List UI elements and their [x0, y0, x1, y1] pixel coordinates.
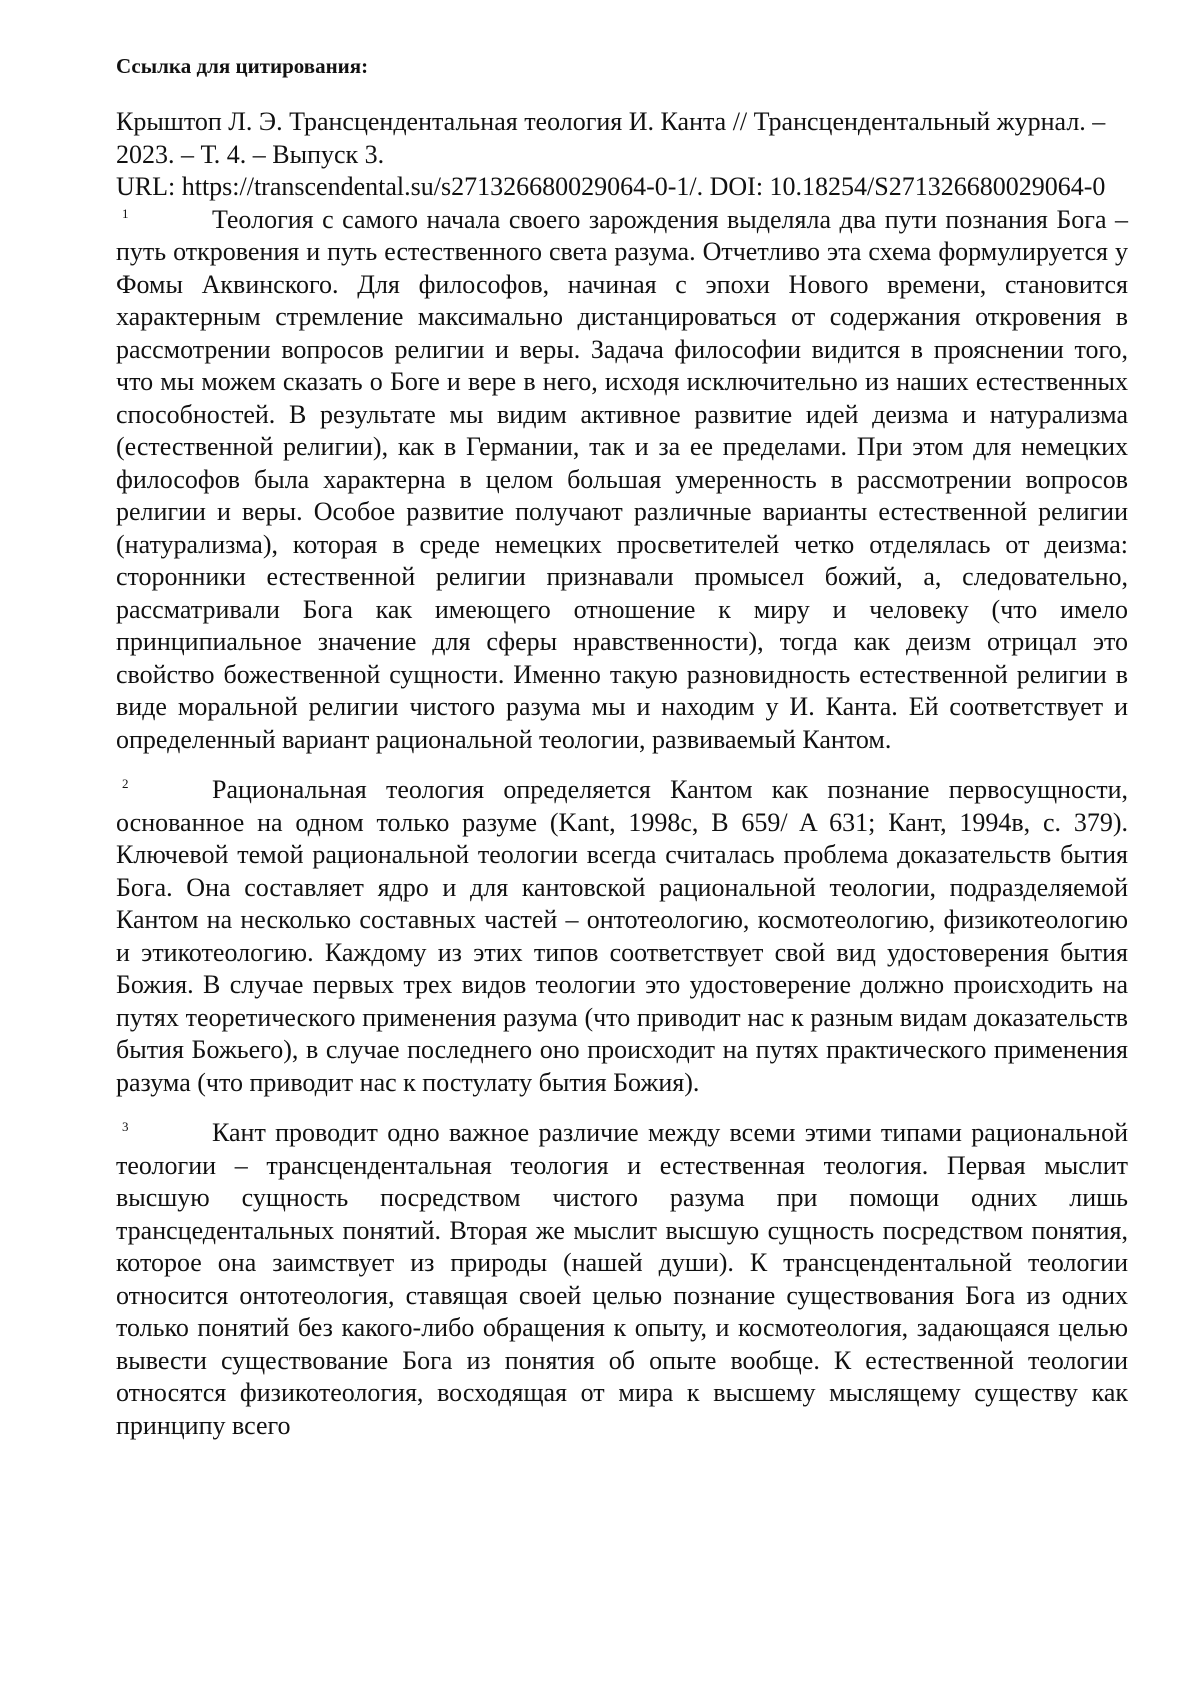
citation-source: Крыштоп Л. Э. Трансцендентальная теология И. Канта // Трансцендентальный журнал. – 2023. – Т. 4. – Выпуск 3. [116, 107, 1106, 169]
citation-reference [116, 106, 1128, 204]
paragraph-text: Теология с самого начала своего зарождения выделяла два пути познания Бога – путь откровения и путь естественного света разума. Отчетливо эта схема формулируется у Фомы Аквинского. Для философов, начиная с эпохи Нового времени, становится характерным стремление максимально дистанцироваться от содержания откровения в рассмотрении вопросов религии и веры. Задача философии видится в прояснении того, что мы можем сказать о Боге и вере в него, исходя исключительно из наших естественных способностей. В результате мы видим активное развитие идей деизма и натурализма (естественной религии), как в Германии, так и за ее пределами. При этом для немецких философов была характерна в целом большая умеренность в рассмотрении вопросов религии и веры. Особое развитие получают различные варианты естественной религии (натурализма), которая в среде немецких просветителей четко отделялась от деизма: сторонники естественной религии признавали промысел божий, а, следовательно, рассматривали Бога как имеющего отношение к миру и человеку (что имело принципиальное значение для сферы нравственности), тогда как деизм отрицал это свойство божественной сущности. Именно такую разновидность естественной религии в виде моральной религии чистого разума мы и находим у И. Канта. Ей соответствует и определенный вариант рациональной теологии, развиваемый Кантом. [116, 204, 1128, 754]
paragraph-number: 1 [122, 205, 129, 221]
paragraph-3 [116, 1117, 1128, 1442]
document-page [116, 52, 1128, 1442]
paragraph-number: 2 [122, 776, 129, 791]
paragraph-2 [116, 774, 1128, 1099]
paragraph-text: Кант проводит одно важное различие между всеми этими типами рациональной теологии – трансцендентальная теология и естественная теология. Первая мыслит высшую сущность посредством чистого разума при помощи одних лишь трансцедентальных понятий. Вторая же мыслит высшую сущность посредством понятия, которое она заимствует из природы (нашей души). К трансцендентальной теологии относится онтотеология, ставящая своей целью познание существования Бога из одних только понятий без какого-либо обращения к опыту, и космотеология, задающаяся целью вывести существование Бога из понятия об опыте вообще. К естественной теологии относятся физикотеология, восходящая от мира к высшему мыслящему существу как принципу всего [116, 1118, 1128, 1440]
paragraph-1 [116, 204, 1128, 757]
citation-url-doi: URL: https://transcendental.su/s271326680029064-0-1/. DOI: 10.18254/S271326680029064-0 [116, 172, 1106, 201]
paragraph-text: Рациональная теология определяется Кантом как познание первосущности, основанное на одном только разуме (Kant, 1998c, B 659/ A 631; Кант, 1994в, с. 379). Ключевой темой рациональной теологии всегда считалась проблема доказательств бытия Бога. Она составляет ядро и для кантовской рациональной теологии, подразделяемой Кантом на несколько составных частей – онтотеологию, космотеологию, физикотеологию и этикотеологию. Каждому из этих типов соответствует свой вид удостоверения бытия Божия. В случае первых трех видов теологии это удостоверение должно происходить на путях теоретического применения разума (что приводит нас к разным видам доказательств бытия Божьего), в случае последнего оно происходит на путях практического применения разума (что приводит нас к постулату бытия Божия). [116, 775, 1128, 1097]
paragraph-number: 3 [122, 1119, 129, 1134]
citation-heading: Ссылка для цитирования: [116, 54, 369, 78]
